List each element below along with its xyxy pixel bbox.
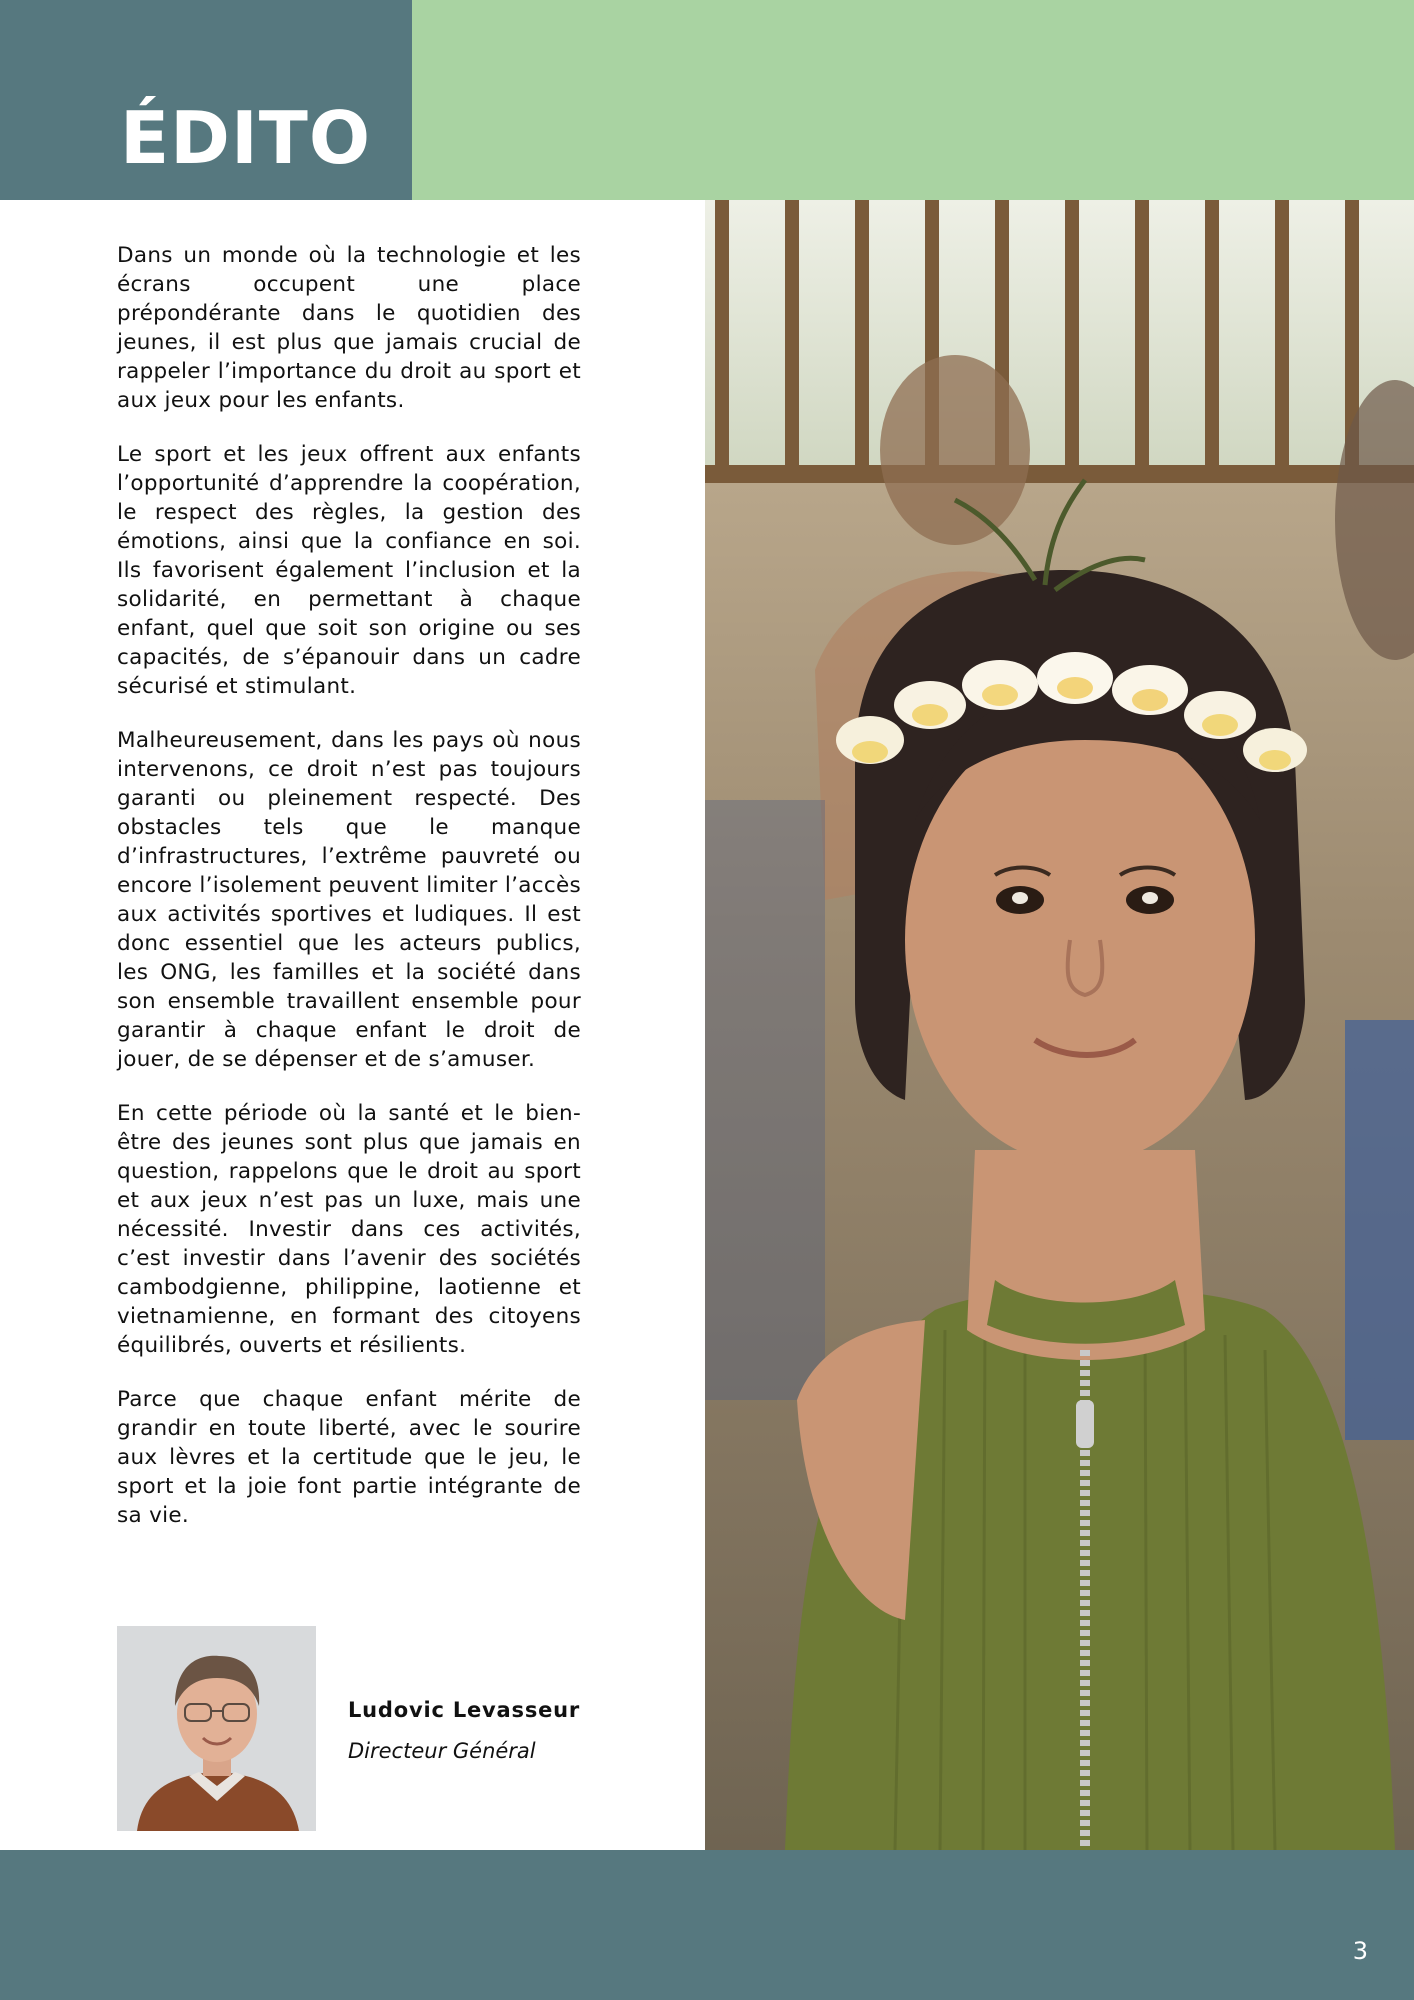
author-role: Directeur Général: [348, 1739, 536, 1763]
paragraph: Le sport et les jeux offrent aux enfants l’opportunité d’apprendre la coopération, le respect des règles, la gestion des émotions, ainsi que la confiance en soi. Ils favorisent également l’inclusion et la solidarité, en permettant à chaque enfant, quel que soit son origine ou ses capacités, de s’épanouir dans un cadre sécurisé et stimulant.: [117, 442, 581, 699]
paragraph: Dans un monde où la technologie et les écrans occupent une place prépondérante dans le quotidien des jeunes, il est plus que jamais crucial de rappeler l’importance du droit au sport et aux jeux pour les enfants.: [117, 243, 581, 413]
paragraph: En cette période où la santé et le bien-être des jeunes sont plus que jamais en question, rappelons que le droit au sport et aux jeux n’est pas un luxe, mais une nécessité. Investir dans ces activités, c’est investir dans l’avenir des sociétés cambodgienne, philippine, laotienne et vietnamienne, en formant des citoyens équilibrés, ouverts et résilients.: [117, 1101, 581, 1358]
paragraph: Parce que chaque enfant mérite de grandir en toute liberté, avec le sourire aux lèvres et la certitude que le jeu, le sport et la joie font partie intégrante de sa vie.: [117, 1387, 581, 1528]
header-accent-band: [412, 0, 1414, 200]
paragraph: Malheureusement, dans les pays où nous intervenons, ce droit n’est pas toujours garanti ou pleinement respecté. Des obstacles tels que le manque d’infrastructures, l’extrême pauvreté ou encore l’isolement peuvent limiter l’accès aux activités sportives et ludiques. Il est donc essentiel que les acteurs publics, les ONG, les familles et la société dans son ensemble travaillent ensemble pour garantir à chaque enfant le droit de jouer, de se dépenser et de s’amuser.: [117, 728, 581, 1072]
author-name: Ludovic Levasseur: [348, 1698, 581, 1722]
editorial-text: [117, 241, 581, 1555]
child-portrait-photo: [705, 200, 1414, 1850]
page-number: 3: [1352, 1937, 1368, 1965]
author-portrait-photo: [117, 1626, 316, 1831]
page-title: ÉDITO: [120, 96, 372, 180]
footer-band: [0, 1850, 1414, 2000]
